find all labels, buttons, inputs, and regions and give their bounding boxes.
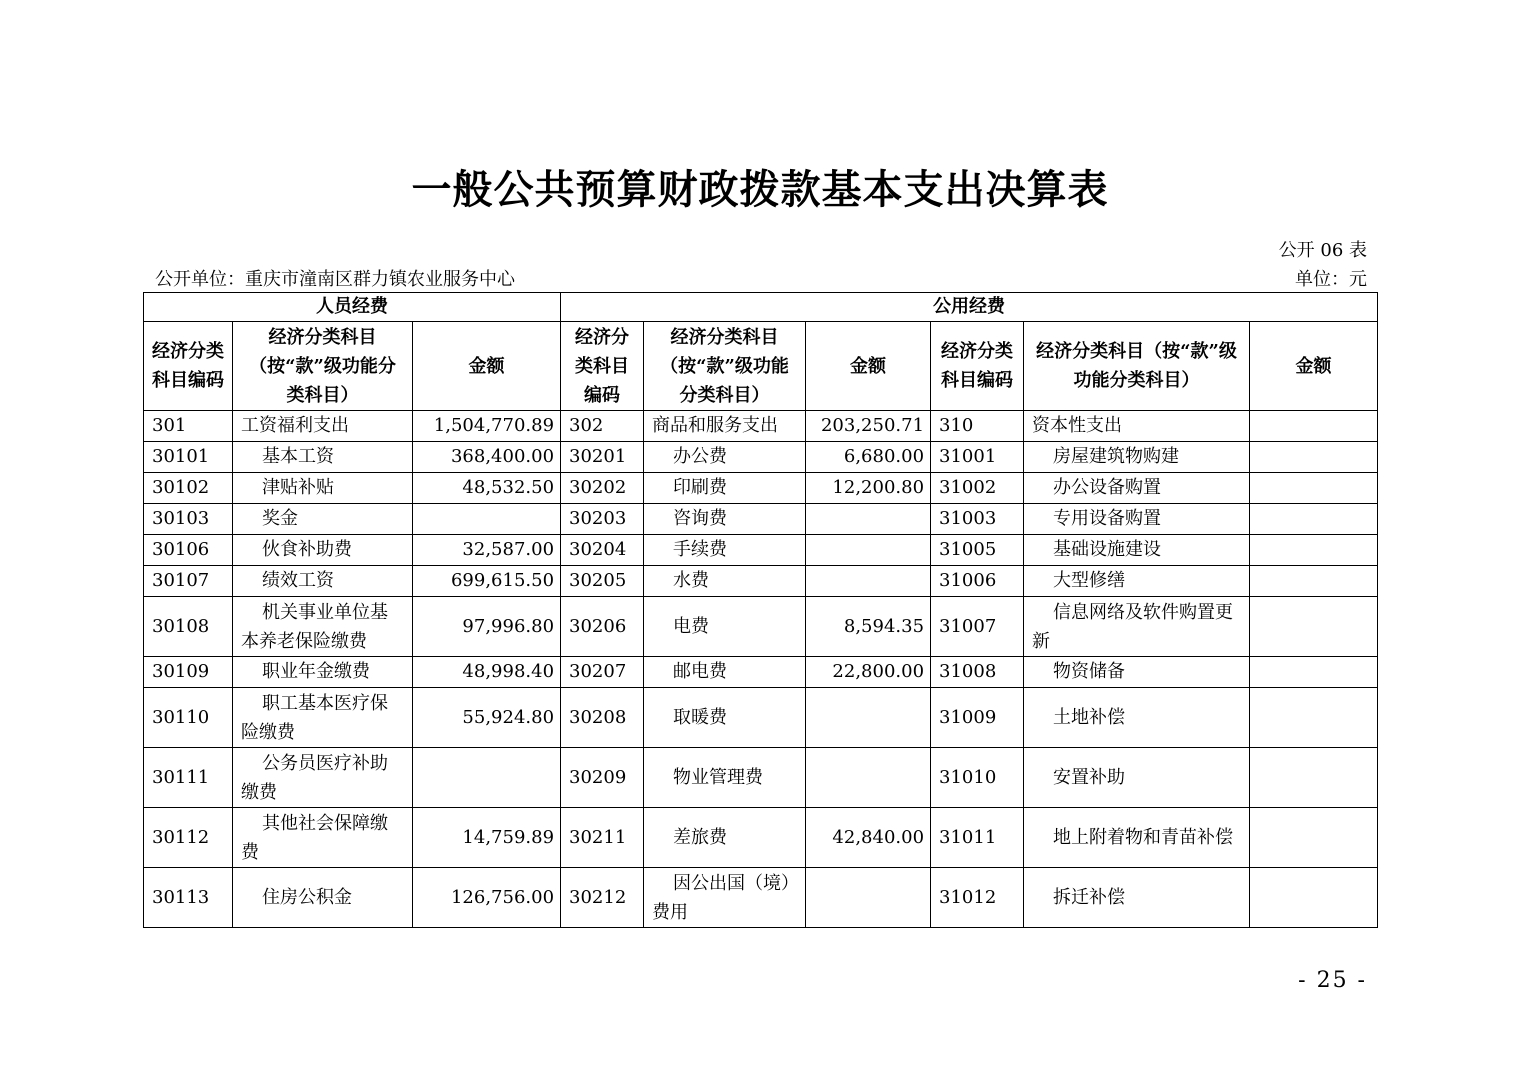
personnel-code: 30113 <box>144 868 233 928</box>
capital-name: 基础设施建设 <box>1024 535 1250 566</box>
personnel-code: 30101 <box>144 442 233 473</box>
personnel-name: 职业年金缴费 <box>233 657 413 688</box>
capital-code: 31008 <box>931 657 1024 688</box>
public-amount <box>806 868 931 928</box>
capital-amount <box>1250 535 1378 566</box>
personnel-name-header: 经济分类科目（按“款”级功能分类科目） <box>233 322 413 411</box>
personnel-amount-header: 金额 <box>413 322 561 411</box>
public-code-header: 经济分类科目编码 <box>561 322 644 411</box>
capital-code: 310 <box>931 411 1024 442</box>
public-amount: 12,200.80 <box>806 473 931 504</box>
personnel-amount: 126,756.00 <box>413 868 561 928</box>
personnel-name: 其他社会保障缴费 <box>233 808 413 868</box>
public-code: 30202 <box>561 473 644 504</box>
public-name: 邮电费 <box>644 657 806 688</box>
personnel-name: 机关事业单位基本养老保险缴费 <box>233 597 413 657</box>
table-row <box>144 473 1378 504</box>
page-title: 一般公共预算财政拨款基本支出决算表 <box>411 166 1109 213</box>
capital-code: 31005 <box>931 535 1024 566</box>
capital-code: 31007 <box>931 597 1024 657</box>
capital-code: 31012 <box>931 868 1024 928</box>
form-number: 公开 06 表 <box>1278 240 1367 261</box>
personnel-name: 住房公积金 <box>233 868 413 928</box>
public-amount <box>806 535 931 566</box>
capital-amount <box>1250 657 1378 688</box>
capital-amount <box>1250 411 1378 442</box>
personnel-name: 奖金 <box>233 504 413 535</box>
public-amount: 42,840.00 <box>806 808 931 868</box>
personnel-code: 301 <box>144 411 233 442</box>
personnel-amount: 55,924.80 <box>413 688 561 748</box>
capital-code: 31009 <box>931 688 1024 748</box>
personnel-code: 30106 <box>144 535 233 566</box>
public-amount-header: 金额 <box>806 322 931 411</box>
capital-name: 信息网络及软件购置更新 <box>1024 597 1250 657</box>
public-name: 办公费 <box>644 442 806 473</box>
capital-name: 大型修缮 <box>1024 566 1250 597</box>
capital-code: 31011 <box>931 808 1024 868</box>
public-amount: 22,800.00 <box>806 657 931 688</box>
table-row <box>144 504 1378 535</box>
public-amount <box>806 504 931 535</box>
public-name: 咨询费 <box>644 504 806 535</box>
capital-code: 31010 <box>931 748 1024 808</box>
capital-amount-header: 金额 <box>1250 322 1378 411</box>
personnel-amount: 97,996.80 <box>413 597 561 657</box>
capital-amount <box>1250 808 1378 868</box>
table-row <box>144 535 1378 566</box>
capital-amount <box>1250 688 1378 748</box>
personnel-code: 30102 <box>144 473 233 504</box>
capital-name: 土地补偿 <box>1024 688 1250 748</box>
public-code: 30205 <box>561 566 644 597</box>
public-code: 30211 <box>561 808 644 868</box>
public-code: 30209 <box>561 748 644 808</box>
capital-amount <box>1250 473 1378 504</box>
personnel-code: 30103 <box>144 504 233 535</box>
personnel-name: 基本工资 <box>233 442 413 473</box>
personnel-code-header: 经济分类科目编码 <box>144 322 233 411</box>
personnel-amount: 48,998.40 <box>413 657 561 688</box>
public-code: 30204 <box>561 535 644 566</box>
personnel-name: 工资福利支出 <box>233 411 413 442</box>
personnel-amount: 32,587.00 <box>413 535 561 566</box>
capital-code: 31006 <box>931 566 1024 597</box>
personnel-group-header: 人员经费 <box>144 293 561 322</box>
table-row <box>144 748 1378 808</box>
personnel-code: 30108 <box>144 597 233 657</box>
public-amount <box>806 748 931 808</box>
personnel-amount <box>413 504 561 535</box>
table-row <box>144 442 1378 473</box>
capital-name: 物资储备 <box>1024 657 1250 688</box>
personnel-amount: 1,504,770.89 <box>413 411 561 442</box>
expenditure-table <box>143 292 1378 928</box>
personnel-amount <box>413 748 561 808</box>
personnel-code: 30111 <box>144 748 233 808</box>
public-name: 商品和服务支出 <box>644 411 806 442</box>
capital-name: 拆迁补偿 <box>1024 868 1250 928</box>
capital-name: 资本性支出 <box>1024 411 1250 442</box>
capital-name: 安置补助 <box>1024 748 1250 808</box>
personnel-name: 伙食补助费 <box>233 535 413 566</box>
public-name: 印刷费 <box>644 473 806 504</box>
capital-amount <box>1250 748 1378 808</box>
currency-unit: 单位：元 <box>1295 269 1367 290</box>
public-code: 30212 <box>561 868 644 928</box>
public-code: 30201 <box>561 442 644 473</box>
public-name: 因公出国（境）费用 <box>644 868 806 928</box>
capital-amount <box>1250 868 1378 928</box>
personnel-name: 绩效工资 <box>233 566 413 597</box>
public-amount <box>806 688 931 748</box>
table-row <box>144 657 1378 688</box>
capital-amount <box>1250 442 1378 473</box>
public-code: 30208 <box>561 688 644 748</box>
personnel-name: 职工基本医疗保险缴费 <box>233 688 413 748</box>
public-name: 物业管理费 <box>644 748 806 808</box>
table-row <box>144 597 1378 657</box>
public-name: 手续费 <box>644 535 806 566</box>
public-code: 30207 <box>561 657 644 688</box>
personnel-code: 30112 <box>144 808 233 868</box>
personnel-amount: 48,532.50 <box>413 473 561 504</box>
capital-name: 办公设备购置 <box>1024 473 1250 504</box>
capital-name-header: 经济分类科目（按“款”级功能分类科目） <box>1024 322 1250 411</box>
public-name-header: 经济分类科目（按“款”级功能分类科目） <box>644 322 806 411</box>
capital-code: 31002 <box>931 473 1024 504</box>
reporting-unit: 公开单位：重庆市潼南区群力镇农业服务中心 <box>155 269 515 290</box>
table-row <box>144 566 1378 597</box>
capital-code: 31003 <box>931 504 1024 535</box>
public-amount <box>806 566 931 597</box>
table-row <box>144 808 1378 868</box>
capital-amount <box>1250 597 1378 657</box>
capital-name: 地上附着物和青苗补偿 <box>1024 808 1250 868</box>
public-name: 电费 <box>644 597 806 657</box>
capital-amount <box>1250 504 1378 535</box>
public-amount: 203,250.71 <box>806 411 931 442</box>
capital-amount <box>1250 566 1378 597</box>
capital-name: 房屋建筑物购建 <box>1024 442 1250 473</box>
page-number: - 25 - <box>1298 968 1367 993</box>
personnel-amount: 368,400.00 <box>413 442 561 473</box>
table-row <box>144 868 1378 928</box>
public-name: 水费 <box>644 566 806 597</box>
personnel-amount: 699,615.50 <box>413 566 561 597</box>
personnel-name: 津贴补贴 <box>233 473 413 504</box>
public-group-header: 公用经费 <box>561 293 1378 322</box>
table-row <box>144 688 1378 748</box>
personnel-code: 30107 <box>144 566 233 597</box>
personnel-code: 30109 <box>144 657 233 688</box>
public-name: 差旅费 <box>644 808 806 868</box>
public-name: 取暖费 <box>644 688 806 748</box>
public-code: 302 <box>561 411 644 442</box>
capital-code: 31001 <box>931 442 1024 473</box>
capital-name: 专用设备购置 <box>1024 504 1250 535</box>
public-code: 30203 <box>561 504 644 535</box>
personnel-amount: 14,759.89 <box>413 808 561 868</box>
table-row <box>144 411 1378 442</box>
personnel-name: 公务员医疗补助缴费 <box>233 748 413 808</box>
capital-code-header: 经济分类科目编码 <box>931 322 1024 411</box>
personnel-code: 30110 <box>144 688 233 748</box>
public-code: 30206 <box>561 597 644 657</box>
public-amount: 6,680.00 <box>806 442 931 473</box>
public-amount: 8,594.35 <box>806 597 931 657</box>
